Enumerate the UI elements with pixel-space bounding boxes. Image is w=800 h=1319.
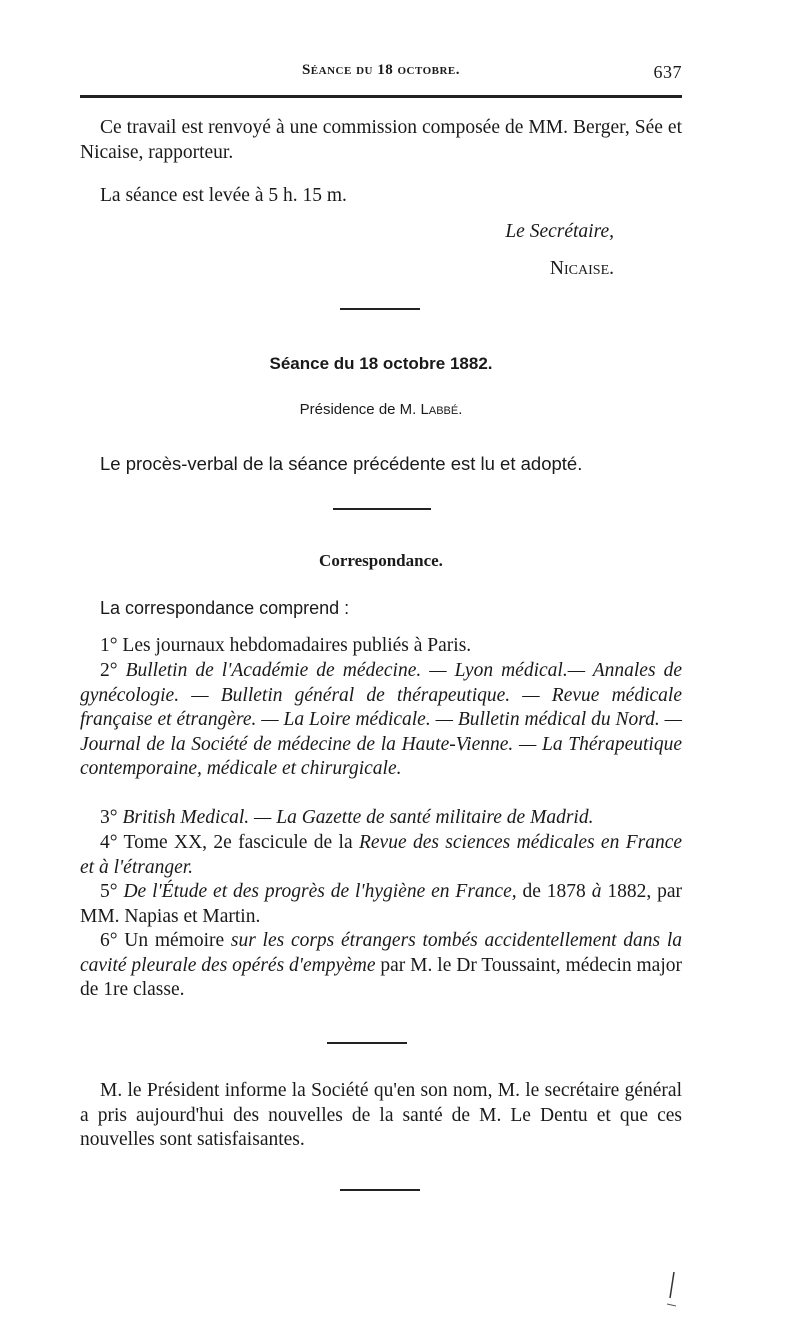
correspondance-item-1: 1° Les journaux hebdomadaires publiés à Paris.: [100, 635, 472, 656]
presidence-line: [80, 398, 682, 423]
running-head: [80, 62, 682, 88]
running-head-title: Séance du 18 octobre.: [301, 62, 461, 78]
signature-role: [80, 220, 682, 245]
correspondance-heading: Correspondance.: [319, 551, 443, 570]
item-2-text: Bulletin de l'Académie de médecine. — Lyon médical.— Annales de gynécologie. — Bulletin général de thérapeutique. — Revue médicale française et étrangère. — La Loire médicale. — Bulletin médical du Nord. — Journal de la Société de médecine de la Haute-Vienne. — La Thérapeutique contemporaine, médicale et chirurgicale.: [80, 660, 682, 780]
section-divider: [327, 1042, 407, 1044]
header-rule: [80, 95, 682, 98]
correspondance-item-5: [80, 880, 682, 929]
section-divider: [340, 308, 420, 310]
item-4-title: Revue des sciences médicales en France et à l'étranger.: [80, 832, 683, 878]
ink-mark-icon: [662, 1270, 682, 1310]
minutes-paragraph: Le procès-verbal de la séance précédente est lu et adopté.: [100, 453, 583, 474]
correspondance-item-4: [80, 831, 682, 880]
paragraph-commission: Ce travail est renvoyé à une commission composée de MM. Berger, Sée et Nicaise, rapporteur.: [80, 117, 682, 163]
item-2-number: 2°: [100, 660, 126, 681]
item-6-title: sur les corps étrangers tombés accidentellement dans la cavité pleurale des opérés d'empyème: [80, 930, 683, 976]
item-6-author: par M. le Dr Toussaint, médecin major de 1re classe.: [80, 954, 682, 1001]
item-3-number: 3°: [100, 807, 123, 828]
session-title: Séance du 18 octobre 1882.: [269, 354, 493, 373]
item-3-text: British Medical. — La Gazette de santé militaire de Madrid.: [122, 807, 594, 828]
item-5-authors: 1882, par MM. Napias et Martin.: [80, 881, 682, 927]
item-5-a: à: [591, 881, 602, 902]
item-6-intro: 6° Un mémoire: [100, 930, 231, 951]
paragraph-seance-levee: La séance est levée à 5 h. 15 m.: [100, 185, 347, 206]
correspondance-item-2: [80, 659, 682, 782]
signature-name: Nicaise.: [549, 258, 614, 279]
correspondance-item-3: [80, 806, 682, 831]
section-divider: [333, 508, 431, 510]
signature-role-text: Le Secrétaire,: [505, 221, 614, 242]
item-5-years: de 1878: [516, 881, 592, 902]
closing-paragraph: M. le Président informe la Société qu'en son nom, M. le secrétaire général a pris aujourd'hui des nouvelles de la santé de M. Le Dentu et que ces nouvelles sont satisfaisantes.: [80, 1080, 682, 1151]
presidence-label: Présidence de M.: [299, 401, 421, 418]
item-5-number: 5°: [100, 881, 124, 902]
item-4-text: 4° Tome XX, 2e fascicule de la: [100, 832, 359, 853]
page-number: 637: [653, 62, 682, 82]
presidence-name: Labbé.: [420, 401, 463, 418]
ink-mark: [662, 1270, 682, 1316]
item-5-title: De l'Étude et des progrès de l'hygiène en France,: [123, 881, 517, 902]
correspondance-intro: La correspondance comprend :: [100, 598, 350, 618]
correspondance-item-6: [80, 929, 682, 1003]
section-divider: [340, 1189, 420, 1191]
